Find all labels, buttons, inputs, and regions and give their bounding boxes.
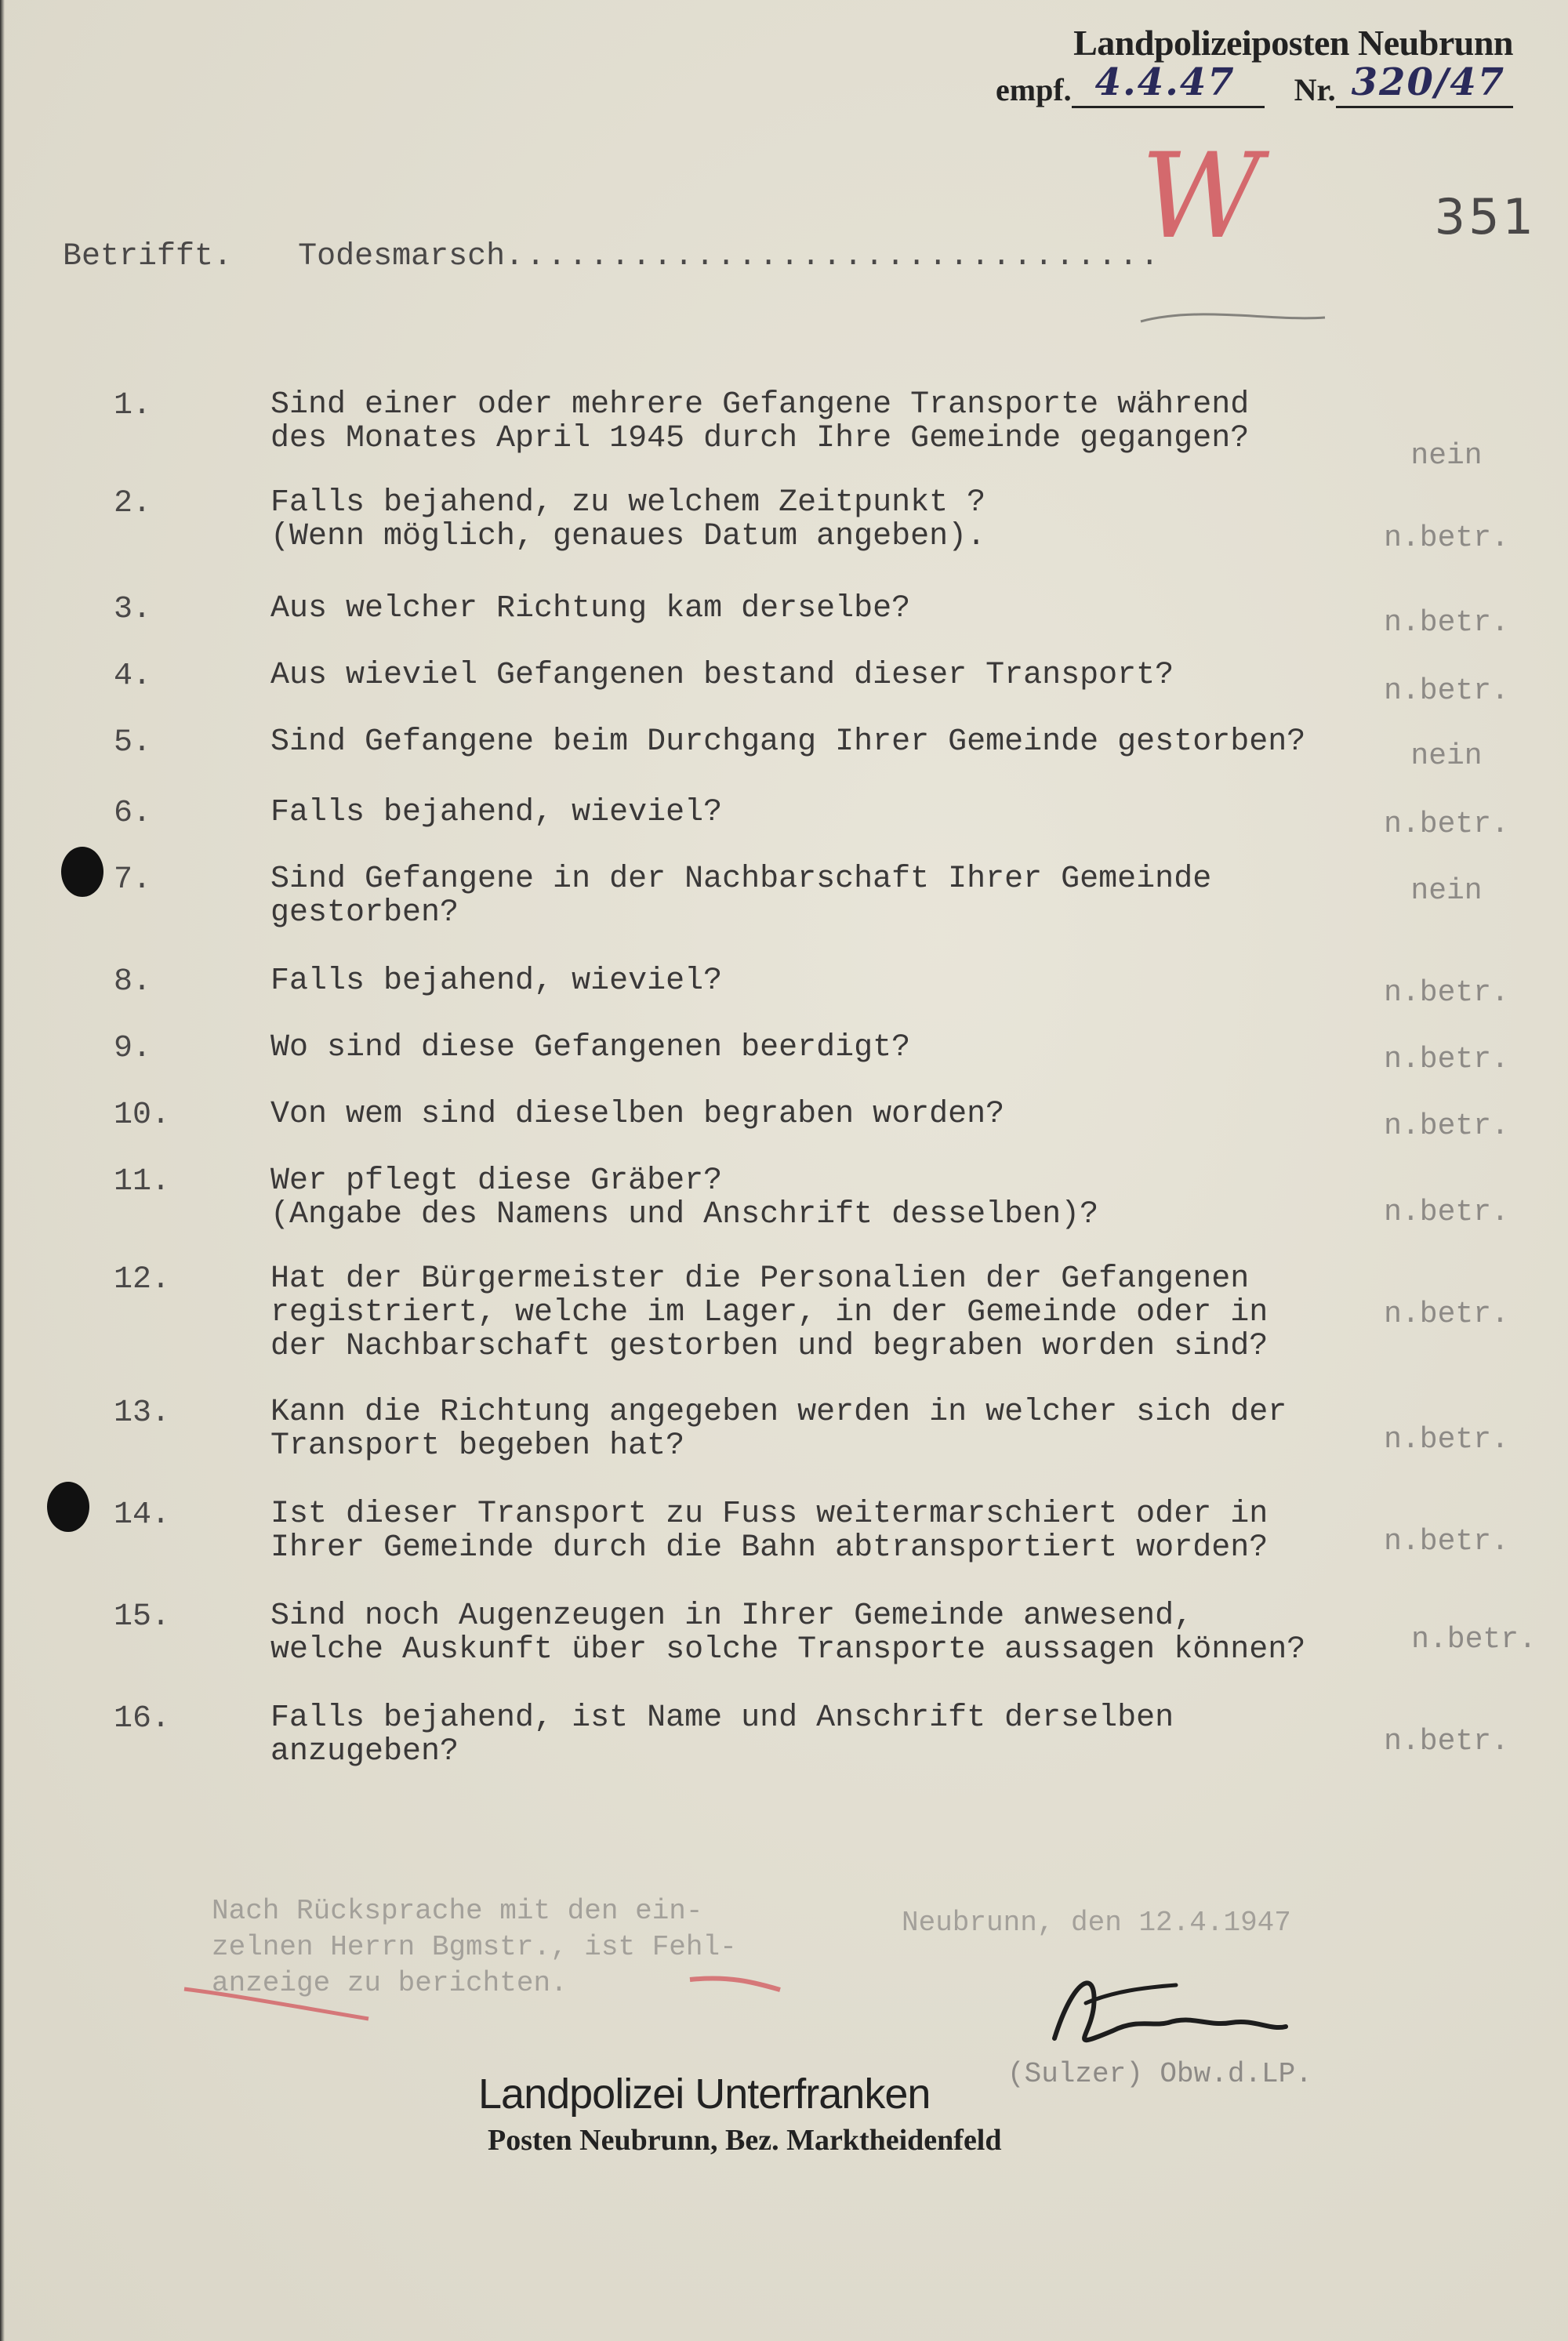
question-text: Falls bejahend, wieviel? — [270, 964, 723, 999]
question-text: Aus wieviel Gefangenen bestand dieser Transport? — [270, 658, 1174, 693]
question-number: 4. — [114, 659, 152, 694]
closing-note: Nach Rücksprache mit den ein- zelnen Herrn Bgmstr., ist Fehl- anzeige zu berichten. — [212, 1895, 737, 1999]
question-number: 16. — [114, 1701, 171, 1737]
question-text: Wo sind diese Gefangenen beerdigt? — [270, 1030, 911, 1065]
question-answer: n.betr. — [1384, 1196, 1509, 1229]
question-text: Sind einer oder mehrere Gefangene Transporte während des Monates April 1945 durch Ihre Gemeinde gegangen? — [270, 387, 1250, 456]
number-label: Nr. — [1294, 72, 1336, 107]
signature-mark — [1086, 1985, 1176, 2003]
place-date: Neubrunn, den 12.4.1947 — [902, 1907, 1291, 1939]
question-text: Falls bejahend, zu welchem Zeitpunkt ? (Wenn möglich, genaues Datum angeben). — [270, 485, 986, 554]
question-number: 5. — [114, 725, 152, 760]
question-number: 15. — [114, 1599, 171, 1635]
question-number: 14. — [114, 1497, 171, 1533]
question-text: Wer pflegt diese Gräber? (Angabe des Namens und Anschrift desselben)? — [270, 1163, 1099, 1232]
signatory-name: (Sulzer) Obw.d.LP. — [1007, 2058, 1312, 2090]
subject-value: Todesmarsch — [298, 239, 506, 274]
question-text: Ist dieser Transport zu Fuss weitermarschiert oder in Ihrer Gemeinde durch die Bahn abtransportiert worden? — [270, 1497, 1269, 1566]
question-number: 11. — [114, 1164, 171, 1200]
subject-dots: ............................... — [505, 239, 1162, 274]
question-number: 9. — [114, 1031, 152, 1066]
question-answer: n.betr. — [1384, 1298, 1509, 1331]
question-text: Sind Gefangene beim Durchgang Ihrer Gemeinde gestorben? — [270, 724, 1306, 760]
question-answer: n.betr. — [1384, 1423, 1509, 1457]
question-text: Kann die Richtung angegeben werden in welcher sich der Transport begeben hat? — [270, 1395, 1287, 1464]
signature-mark — [1054, 1983, 1286, 2040]
stamp-title: Landpolizeiposten Neubrunn — [1073, 23, 1513, 63]
question-text: Hat der Bürgermeister die Personalien der Gefangenen registriert, welche im Lager, in der Gemeinde oder in der Nachbarschaft gestorben und begraben worden sind? — [270, 1261, 1269, 1364]
question-text: Falls bejahend, wieviel? — [270, 795, 723, 830]
question-number: 3. — [114, 592, 152, 627]
question-number: 6. — [114, 796, 152, 831]
question-answer: n.betr. — [1384, 606, 1509, 640]
red-underline — [690, 1978, 780, 1990]
stamp-line-1: Landpolizei Unterfranken — [478, 2071, 931, 2118]
question-number: 1. — [114, 388, 152, 423]
question-text: Von wem sind dieselben begraben worden? — [270, 1097, 1005, 1132]
received-number: 320/47 — [1351, 60, 1506, 104]
page-number: 351 — [1434, 188, 1537, 245]
question-answer: n.betr. — [1384, 1525, 1509, 1559]
question-answer: n.betr. — [1384, 976, 1509, 1010]
question-answer: n.betr. — [1384, 521, 1509, 555]
question-number: 7. — [114, 862, 152, 898]
question-number: 10. — [114, 1098, 171, 1133]
question-answer: n.betr. — [1411, 1623, 1537, 1657]
question-answer: n.betr. — [1384, 1043, 1509, 1076]
stamp-line-2: Posten Neubrunn, Bez. Marktheidenfeld — [488, 2124, 1002, 2157]
question-answer: n.betr. — [1384, 674, 1509, 708]
question-number: 13. — [114, 1396, 171, 1431]
question-text: Falls bejahend, ist Name und Anschrift derselben anzugeben? — [270, 1700, 1174, 1769]
received-date: 4.4.47 — [1094, 60, 1236, 104]
pencil-scribble — [1141, 314, 1325, 321]
red-underline — [184, 1989, 368, 2019]
question-number: 8. — [114, 964, 152, 1000]
question-answer: n.betr. — [1384, 1725, 1509, 1758]
question-number: 2. — [114, 486, 152, 521]
subject-label: Betrifft. — [63, 239, 233, 274]
question-text: Aus welcher Richtung kam derselbe? — [270, 591, 911, 626]
question-answer: nein — [1410, 874, 1483, 908]
red-pencil-mark: W — [1141, 129, 1262, 265]
question-answer: nein — [1410, 439, 1483, 473]
question-text: Sind noch Augenzeugen in Ihrer Gemeinde anwesend, welche Auskunft über solche Transporte aussagen können? — [270, 1599, 1306, 1668]
question-text: Sind Gefangene in der Nachbarschaft Ihrer Gemeinde gestorben? — [270, 862, 1212, 931]
question-number: 12. — [114, 1262, 171, 1298]
received-label: empf. — [996, 72, 1072, 107]
question-answer: nein — [1410, 739, 1483, 773]
question-answer: n.betr. — [1384, 1109, 1509, 1143]
question-answer: n.betr. — [1384, 808, 1509, 841]
